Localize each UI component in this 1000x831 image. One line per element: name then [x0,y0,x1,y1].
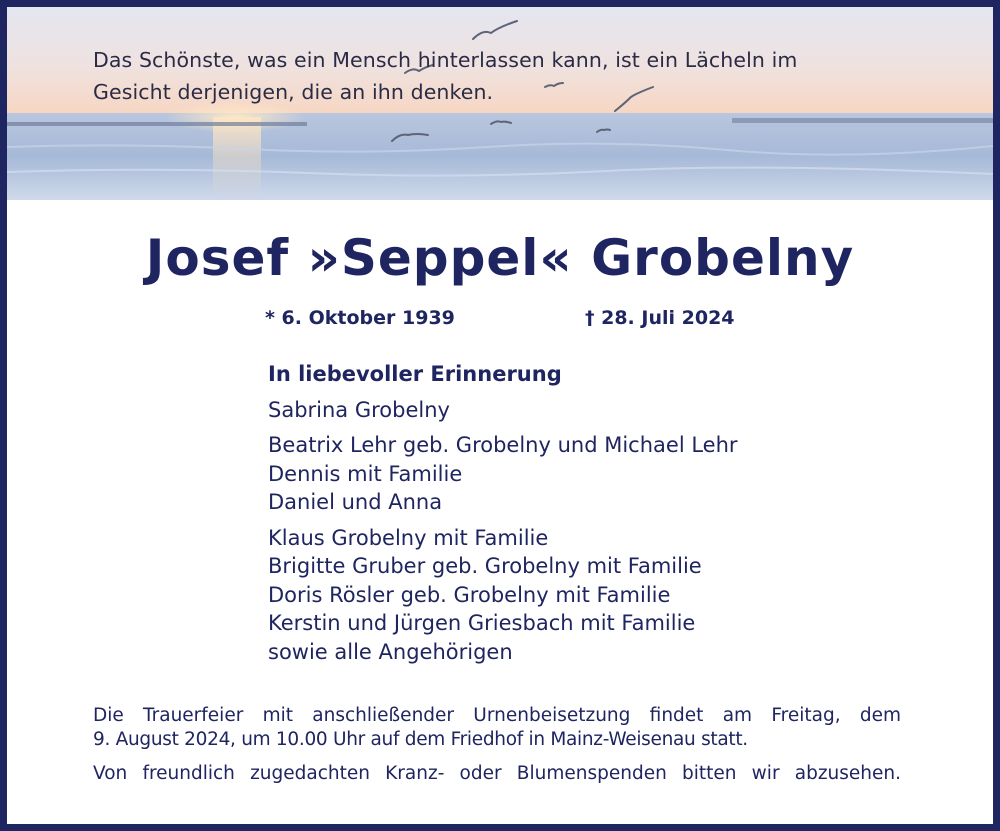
mourners-group [268,524,968,667]
birth-date: * 6. Oktober 1939 [265,307,455,329]
mourners-heading: In liebevoller Erinnerung [268,362,562,386]
funeral-notice [93,704,901,786]
quote-line-2: Gesicht derjenigen, die an ihn denken. [93,80,494,104]
deceased-name: Josef »Seppel« Grobelny [145,229,855,287]
mourner: Klaus Grobelny mit Familie [268,525,549,550]
mourner: Brigitte Gruber geb. Grobelny mit Familie [268,554,702,578]
memorial-quote [93,44,893,108]
mourner: Doris Rösler geb. Grobelny mit Familie [268,582,671,607]
mourner: Beatrix Lehr geb. Grobelny und Michael Lehr [268,433,738,457]
mourner: Dennis mit Familie [268,461,463,486]
flowers-request: Von freundlich zugedachten Kranz- oder Blumenspenden bitten wir abzusehen. [93,763,901,784]
mourners-group [268,396,968,425]
mourner: sowie alle Angehörigen [268,639,513,664]
mourners-group [268,431,968,517]
mourners-list [268,360,968,673]
death-date: † 28. Juli 2024 [585,307,735,329]
ceremony-line-1: Die Trauerfeier mit anschließender Urnenbeisetzung findet am Freitag, dem [93,705,901,726]
ceremony-line-2: 9. August 2024, um 10.00 Uhr auf dem Friedhof in Mainz-Weisenau statt. [93,729,748,750]
mourner: Kerstin und Jürgen Griesbach mit Familie [268,611,696,635]
mourner: Daniel und Anna [268,490,443,514]
mourner: Sabrina Grobelny [268,397,450,422]
quote-line-1: Das Schönste, was ein Mensch hinterlassen kann, ist ein Lächeln im [93,48,798,72]
